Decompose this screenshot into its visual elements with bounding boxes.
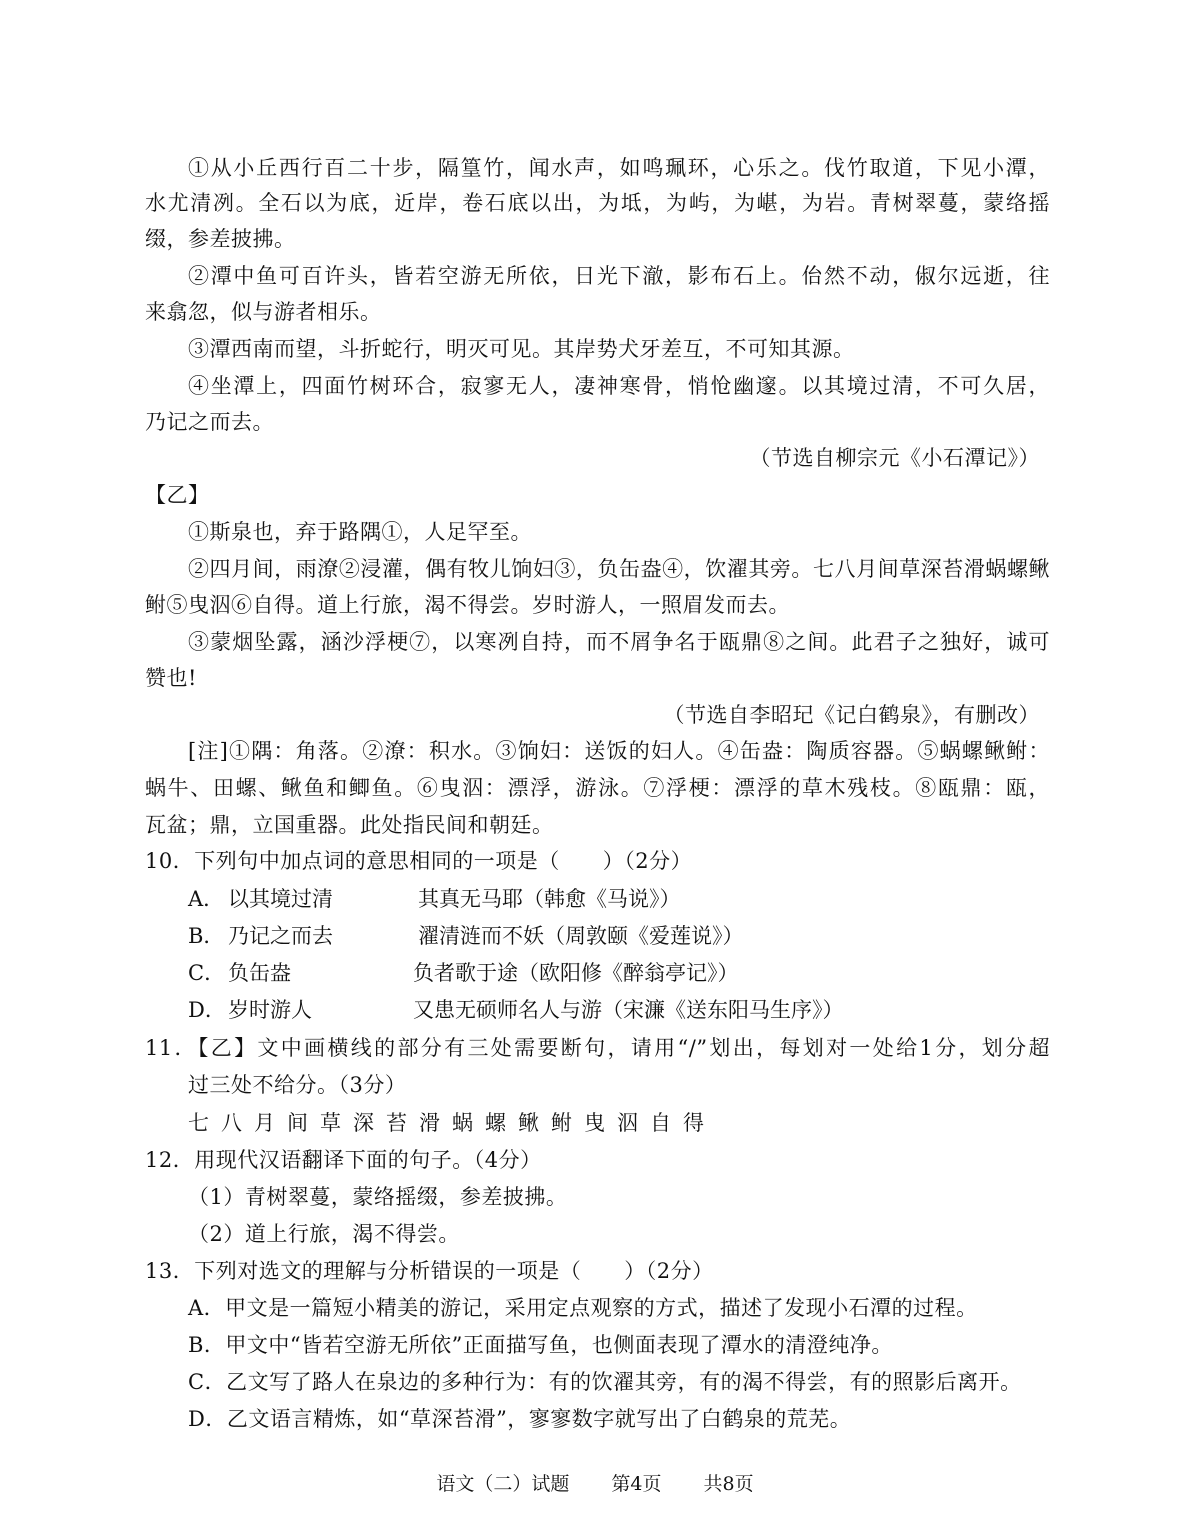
jia-p3: ③潭西南而望，斗折蛇行，明灭可见。其岸势犬牙差互，不可知其源。 [188,337,855,361]
q10-stem: 10．下列句中加点词的意思相同的一项是（ ）（2分） [145,849,693,873]
q12-item-2: （2）道上行旅，渴不得尝。 [188,1222,460,1246]
jia-p1-line1: ①从小丘西行百二十步，隔篁竹，闻水声，如鸣珮环，心乐之。伐竹取道，下见小潭， [188,156,1050,180]
q10-option-c [188,958,1048,988]
jia-p2-line1: ②潭中鱼可百许头，皆若空游无所依，日光下澈，影布石上。佁然不动，俶尔远逝，往 [188,264,1050,288]
q10-option-ex1: 乃记之而去 [228,924,333,948]
q10-option-label: D． [188,998,226,1022]
q10-option-ex2: 濯清涟而不妖（周敦颐《爱莲说》） [418,924,744,948]
q10-option-ex2: 又患无硕师名人与游（宋濂《送东阳马生序》） [413,998,844,1022]
q10-option-d [188,995,1048,1025]
q10-option-ex2: 负者歌于途（欧阳修《醉翁亭记》） [413,961,739,985]
yi-p3-line2: 赞也! [145,666,197,690]
yi-heading: 【乙】 [145,483,210,507]
q12-item-1: （1）青树翠蔓，蒙络摇缀，参差披拂。 [188,1185,568,1209]
yi-source: （节选自李昭玘《记白鹤泉》，有删改） [663,703,1040,727]
yi-p1: ①斯泉也，弃于路隅①，人足罕至。 [188,520,532,544]
yi-notes-line3: 瓦盆；鼎，立国重器。此处指民间和朝廷。 [145,813,554,837]
q10-option-ex1: 负缶盎 [228,961,291,985]
q10-option-ex2: 其真无马耶（韩愈《马说》） [418,887,681,911]
q11-stem-line2: 过三处不给分。（3分） [188,1073,407,1097]
q11-stem-line1: 11．【乙】文中画横线的部分有三处需要断句，请用“/”划出，每划对一处给1分，划分超 [145,1036,1050,1060]
jia-source: （节选自柳宗元《小石潭记》） [749,446,1040,470]
jia-p1-line2: 水尤清冽。全石以为底，近岸，卷石底以出，为坻，为屿，为嵁，为岩。青树翠蔓，蒙络摇 [145,191,1050,215]
q10-option-ex1: 岁时游人 [228,998,312,1022]
q13-option-b: B．甲文中“皆若空游无所依”正面描写鱼，也侧面表现了潭水的清澄纯净。 [188,1333,893,1357]
yi-p2-line1: ②四月间，雨潦②浸灌，偶有牧儿饷妇③，负缶盎④，饮濯其旁。七八月间草深苔滑蜗螺鳅 [188,557,1050,581]
jia-p1-line3: 缀，参差披拂。 [145,227,296,251]
q12-stem: 12．用现代汉语翻译下面的句子。（4分） [145,1148,542,1172]
q10-option-a [188,884,1048,914]
q10-option-b [188,921,1048,951]
jia-p4-line2: 乃记之而去。 [145,410,274,434]
q13-option-c: C．乙文写了路人在泉边的多种行为：有的饮濯其旁，有的渴不得尝，有的照影后离开。 [188,1370,1022,1394]
q10-option-label: A． [188,887,225,911]
yi-notes-line2: 蜗牛、田螺、鳅鱼和鲫鱼。⑥曳泅：漂浮，游泳。⑦浮梗：漂浮的草木残枝。⑧瓯鼎：瓯， [145,776,1050,800]
jia-p2-line2: 来翕忽，似与游者相乐。 [145,300,382,324]
q10-option-label: B． [188,924,225,948]
yi-p2-line2: 鲋⑤曳泅⑥自得。道上行旅，渴不得尝。岁时游人，一照眉发而去。 [145,593,790,617]
yi-p3-line1: ③蒙烟坠露，涵沙浮梗⑦，以寒冽自持，而不屑争名于瓯鼎⑧之间。此君子之独好，诚可 [188,630,1050,654]
jia-p4-line1: ④坐潭上，四面竹树环合，寂寥无人，凄神寒骨，悄怆幽邃。以其境过清，不可久居， [188,374,1050,398]
footer-total-pages: 共8页 [703,1473,754,1495]
footer-page-number: 第4页 [611,1473,662,1495]
q10-option-ex1: 以其境过清 [228,887,333,911]
q13-option-d: D．乙文语言精炼，如“草深苔滑”，寥寥数字就写出了白鹤泉的荒芜。 [188,1407,852,1431]
q13-stem: 13．下列对选文的理解与分析错误的一项是（ ）（2分） [145,1259,714,1283]
q10-option-label: C． [188,961,226,985]
q13-option-a: A．甲文是一篇短小精美的游记，采用定点观察的方式，描述了发现小石潭的过程。 [188,1296,978,1320]
q11-sentence: 七八月间草深苔滑蜗螺鳅鲋曳泅自得 [188,1111,716,1135]
yi-notes-line1: [注]①隅：角落。②潦：积水。③饷妇：送饭的妇人。④缶盎：陶质容器。⑤蜗螺鳅鲋： [188,739,1050,763]
page-footer [0,1470,1190,1498]
footer-subject: 语文（二）试题 [436,1473,570,1495]
